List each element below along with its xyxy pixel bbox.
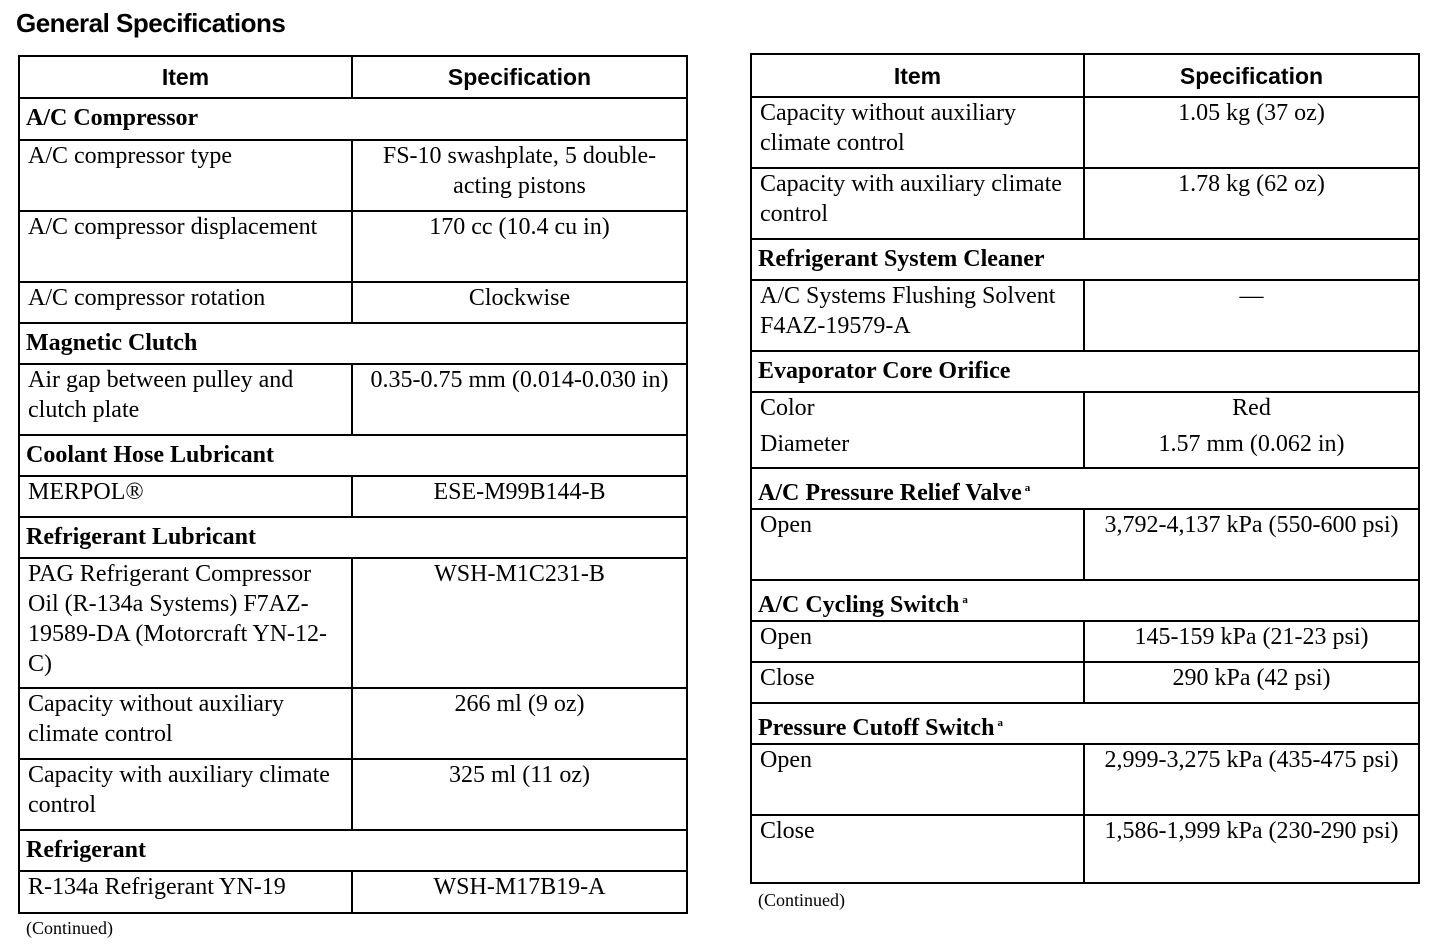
spec-cell: 266 ml (9 oz): [352, 688, 687, 759]
spec-table-right: [750, 53, 1420, 884]
section-label: A/C Pressure Relief Valve: [758, 480, 1022, 506]
spec-cell: FS-10 swashplate, 5 double-acting pistons: [352, 140, 687, 211]
item-cell: MERPOL®: [19, 476, 352, 517]
item-cell: R-134a Refrigerant YN-19: [19, 871, 352, 913]
spec-cell: ESE-M99B144-B: [352, 476, 687, 517]
section-ac-compressor: A/C Compressor: [19, 98, 687, 140]
item-cell: A/C compressor rotation: [19, 282, 352, 323]
spec-cell: WSH-M1C231-B: [352, 558, 687, 688]
spec-color-value: Red: [1232, 395, 1271, 421]
spec-cell: 3,792-4,137 kPa (550-600 psi): [1084, 509, 1419, 580]
item-cell: Open: [751, 621, 1084, 662]
item-cell: [751, 392, 1084, 468]
spec-cell: Clockwise: [352, 282, 687, 323]
item-cell: Close: [751, 815, 1084, 883]
column-header-specification: Specification: [352, 56, 687, 98]
item-cell: Open: [751, 744, 1084, 815]
spec-cell: [1084, 392, 1419, 468]
item-cell: A/C compressor type: [19, 140, 352, 211]
section-refrigerant-system-cleaner: Refrigerant System Cleaner: [751, 239, 1419, 280]
section-label: A/C Cycling Switch: [758, 592, 960, 618]
item-diameter-label: Diameter: [760, 431, 850, 457]
spec-cell: 325 ml (11 oz): [352, 759, 687, 830]
section-evaporator-core-orifice: Evaporator Core Orifice: [751, 351, 1419, 392]
spec-cell: WSH-M17B19-A: [352, 871, 687, 913]
footnote-marker: a: [1024, 482, 1031, 494]
spec-cell: 1.78 kg (62 oz): [1084, 168, 1419, 239]
spec-cell: 0.35-0.75 mm (0.014-0.030 in): [352, 364, 687, 435]
column-header-item: Item: [751, 54, 1084, 97]
item-cell: Capacity with auxiliary climate control: [751, 168, 1084, 239]
spec-cell: 290 kPa (42 psi): [1084, 662, 1419, 703]
spec-cell: 2,999-3,275 kPa (435-475 psi): [1084, 744, 1419, 815]
column-header-item: Item: [19, 56, 352, 98]
section-refrigerant: Refrigerant: [19, 830, 687, 871]
item-cell: Air gap between pulley and clutch plate: [19, 364, 352, 435]
spec-cell: —: [1084, 280, 1419, 351]
item-cell: Open: [751, 509, 1084, 580]
item-color-label: Color: [760, 395, 815, 421]
item-cell: Capacity without auxiliary climate control: [19, 688, 352, 759]
continued-note-left: (Continued): [26, 918, 113, 938]
section-ac-cycling-switch: [751, 580, 1419, 621]
section-coolant-hose-lubricant: Coolant Hose Lubricant: [19, 435, 687, 476]
continued-note-right: (Continued): [758, 890, 845, 910]
section-pressure-cutoff-switch: [751, 703, 1419, 744]
spec-cell: 170 cc (10.4 cu in): [352, 211, 687, 282]
section-ac-pressure-relief-valve: [751, 468, 1419, 509]
spec-cell: 145-159 kPa (21-23 psi): [1084, 621, 1419, 662]
item-cell: A/C Systems Flushing Solvent F4AZ-19579-A: [751, 280, 1084, 351]
footnote-marker: a: [962, 594, 968, 606]
column-header-specification: Specification: [1084, 54, 1419, 97]
section-label: Pressure Cutoff Switch: [758, 715, 995, 741]
footnote-marker: a: [997, 717, 1003, 729]
item-cell: PAG Refrigerant Compressor Oil (R-134a Systems) F7AZ-19589-DA (Motorcraft YN-12-C): [19, 558, 352, 688]
page-title: General Specifications: [16, 8, 286, 38]
spec-table-left: [18, 55, 688, 914]
item-cell: A/C compressor displacement: [19, 211, 352, 282]
item-cell: Close: [751, 662, 1084, 703]
item-cell: Capacity without auxiliary climate control: [751, 97, 1084, 168]
item-cell: Capacity with auxiliary climate control: [19, 759, 352, 830]
spec-cell: 1,586-1,999 kPa (230-290 psi): [1084, 815, 1419, 883]
spec-diameter-value: 1.57 mm (0.062 in): [1158, 431, 1345, 457]
spec-cell: 1.05 kg (37 oz): [1084, 97, 1419, 168]
section-refrigerant-lubricant: Refrigerant Lubricant: [19, 517, 687, 558]
section-magnetic-clutch: Magnetic Clutch: [19, 323, 687, 364]
